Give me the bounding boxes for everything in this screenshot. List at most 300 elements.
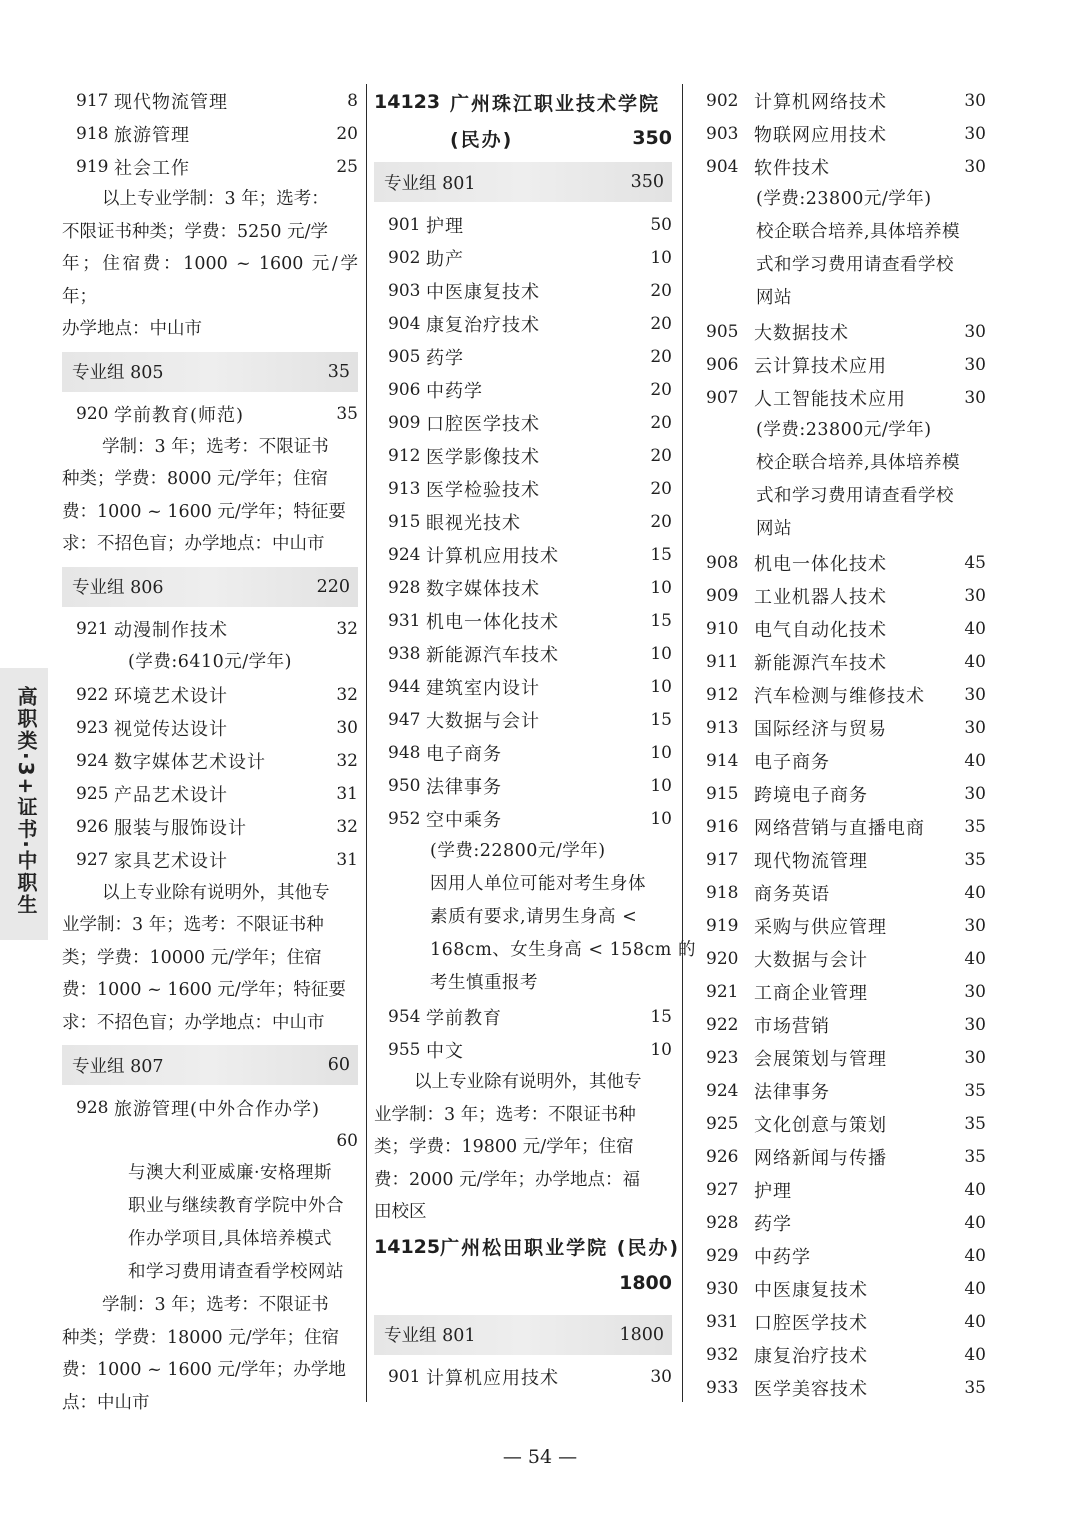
program-row bbox=[62, 84, 358, 117]
program-code: 955 bbox=[388, 1039, 421, 1060]
program-name: 大数据与会计 bbox=[426, 710, 540, 732]
program-quota: 10 bbox=[650, 676, 672, 697]
program-quota: 30 bbox=[964, 915, 986, 936]
program-row bbox=[700, 315, 986, 348]
program-name: 中药学 bbox=[426, 380, 483, 402]
program-name: 建筑室内设计 bbox=[426, 677, 540, 699]
program-quota: 40 bbox=[964, 1278, 986, 1299]
program-row bbox=[374, 307, 672, 340]
program-row bbox=[700, 546, 986, 579]
program-name: 数字媒体技术 bbox=[426, 578, 540, 600]
paragraph-line: 学制：3 年；选考：不限证书 bbox=[102, 436, 329, 457]
paragraph-line: 费：1000 ~ 1600 元/学年；办学地 bbox=[62, 1360, 346, 1380]
note-line: 式和学习费用请查看学校 bbox=[756, 486, 954, 506]
program-code: 915 bbox=[388, 511, 421, 532]
program-row bbox=[374, 472, 672, 505]
program-name: 大数据与会计 bbox=[754, 949, 868, 971]
group-name: 专业组 806 bbox=[72, 578, 164, 598]
program-code: 918 bbox=[76, 123, 109, 144]
program-name: 视觉传达设计 bbox=[114, 719, 228, 740]
program-name: 机电一体化技术 bbox=[426, 611, 559, 633]
program-code: 924 bbox=[706, 1080, 739, 1101]
program-quota: 40 bbox=[964, 651, 986, 672]
program-quota: 20 bbox=[650, 445, 672, 466]
program-name: 产品艺术设计 bbox=[114, 785, 228, 806]
program-quota: 20 bbox=[650, 412, 672, 433]
program-name: 中药学 bbox=[754, 1246, 811, 1268]
program-code: 906 bbox=[388, 379, 421, 400]
program-code: 904 bbox=[706, 156, 739, 177]
program-name: 医学影像技术 bbox=[426, 446, 540, 468]
program-name: 会展策划与管理 bbox=[754, 1048, 887, 1070]
program-name: 软件技术 bbox=[754, 157, 830, 179]
program-code: 909 bbox=[706, 585, 739, 606]
program-quota: 15 bbox=[650, 610, 672, 631]
program-name: 汽车检测与维修技术 bbox=[754, 685, 925, 707]
program-quota: 30 bbox=[964, 1014, 986, 1035]
program-row bbox=[62, 150, 358, 183]
program-row bbox=[700, 711, 986, 744]
institution-code: 14125 bbox=[374, 1235, 441, 1258]
program-row bbox=[374, 505, 672, 538]
program-name: 药学 bbox=[754, 1213, 792, 1235]
program-code: 914 bbox=[706, 750, 739, 771]
group-name: 专业组 801 bbox=[384, 1326, 476, 1346]
group-quota: 60 bbox=[327, 1055, 350, 1075]
program-quota: 40 bbox=[964, 948, 986, 969]
program-note bbox=[62, 1157, 358, 1289]
group-name: 专业组 801 bbox=[384, 173, 476, 194]
program-code: 925 bbox=[706, 1113, 739, 1134]
program-name: 旅游管理(中外合作办学) bbox=[114, 1098, 321, 1120]
note-line: 因用人单位可能对考生身体 bbox=[430, 874, 646, 894]
program-quota: 35 bbox=[964, 1080, 986, 1101]
program-code: 947 bbox=[388, 709, 421, 730]
program-quota: 15 bbox=[650, 544, 672, 565]
program-list bbox=[62, 84, 358, 183]
paragraph-line: 学制：3 年；选考：不限证书 bbox=[102, 1295, 329, 1315]
program-code: 909 bbox=[388, 412, 421, 433]
side-tab-label: 高职类·3+证书·中职生 bbox=[14, 686, 38, 916]
program-list bbox=[700, 315, 986, 414]
note-line: (学费:22800元/学年) bbox=[430, 841, 606, 861]
program-row bbox=[700, 1371, 986, 1404]
program-code: 917 bbox=[76, 90, 109, 111]
group-name: 专业组 805 bbox=[72, 363, 164, 383]
program-name: 护理 bbox=[426, 215, 464, 237]
program-row bbox=[374, 604, 672, 637]
program-row bbox=[374, 736, 672, 769]
program-name: 护理 bbox=[754, 1180, 792, 1202]
program-row bbox=[374, 340, 672, 373]
column-divider bbox=[682, 84, 683, 1402]
program-row bbox=[374, 670, 672, 703]
program-row bbox=[374, 373, 672, 406]
program-row bbox=[700, 1074, 986, 1107]
program-row bbox=[62, 844, 358, 877]
program-name: 空中乘务 bbox=[426, 809, 502, 831]
program-code: 905 bbox=[388, 346, 421, 367]
program-code: 954 bbox=[388, 1006, 421, 1027]
page-number: — 54 — bbox=[502, 1446, 578, 1468]
program-name: 中医康复技术 bbox=[426, 281, 540, 303]
group-quota: 220 bbox=[316, 576, 350, 597]
program-quota: 30 bbox=[336, 718, 358, 738]
program-name: 中医康复技术 bbox=[754, 1279, 868, 1301]
program-code: 921 bbox=[706, 981, 739, 1002]
program-list bbox=[374, 1000, 672, 1066]
note-line: 校企联合培养,具体培养模 bbox=[756, 453, 961, 473]
program-code: 913 bbox=[388, 478, 421, 499]
program-row bbox=[700, 381, 986, 414]
program-quota: 20 bbox=[650, 313, 672, 334]
program-note bbox=[700, 183, 986, 315]
program-quota: 30 bbox=[964, 684, 986, 705]
note-line: 作办学项目,具体培养模式 bbox=[128, 1229, 333, 1249]
program-row bbox=[700, 678, 986, 711]
program-name: 学前教育(师范) bbox=[114, 405, 245, 426]
program-name: 社会工作 bbox=[114, 157, 190, 179]
institution-code: 14123 bbox=[374, 91, 441, 113]
paragraph-line: 不限证书种类；学费：5250 元/学 bbox=[62, 221, 328, 242]
program-row bbox=[700, 876, 986, 909]
program-row bbox=[700, 1206, 986, 1239]
program-quota: 30 bbox=[964, 387, 986, 408]
program-row bbox=[700, 612, 986, 645]
program-row bbox=[700, 84, 986, 117]
program-code: 922 bbox=[76, 685, 109, 705]
institution-quota: 1800 bbox=[619, 1271, 672, 1294]
program-code: 944 bbox=[388, 676, 421, 697]
program-name: 物联网应用技术 bbox=[754, 124, 887, 146]
program-row bbox=[700, 1272, 986, 1305]
program-code: 931 bbox=[706, 1311, 739, 1332]
program-name: 新能源汽车技术 bbox=[426, 644, 559, 666]
program-quota: 30 bbox=[964, 783, 986, 804]
note-line: 网站 bbox=[756, 288, 792, 308]
program-quota: 30 bbox=[964, 123, 986, 144]
program-row bbox=[700, 150, 986, 183]
program-name: 医学检验技术 bbox=[426, 479, 540, 501]
group-header bbox=[374, 1315, 672, 1355]
paragraph-line: 求：不招色盲；办学地点：中山市 bbox=[62, 534, 325, 554]
program-quota-line bbox=[62, 1124, 358, 1157]
program-row bbox=[700, 777, 986, 810]
program-quota: 25 bbox=[336, 156, 358, 177]
program-name: 康复治疗技术 bbox=[754, 1345, 868, 1367]
group-note bbox=[374, 1066, 672, 1229]
program-row bbox=[700, 909, 986, 942]
program-name: 服装与服饰设计 bbox=[114, 818, 247, 839]
program-code: 912 bbox=[388, 445, 421, 466]
program-row bbox=[700, 1239, 986, 1272]
paragraph-line: 类；学费：10000 元/学年；住宿 bbox=[62, 947, 322, 968]
program-row bbox=[700, 942, 986, 975]
program-quota: 31 bbox=[336, 784, 358, 804]
program-name: 商务英语 bbox=[754, 883, 830, 905]
program-row bbox=[374, 703, 672, 736]
program-name: 大数据技术 bbox=[754, 322, 849, 344]
program-code: 910 bbox=[706, 618, 739, 639]
program-code: 929 bbox=[706, 1245, 739, 1266]
program-code: 927 bbox=[76, 850, 109, 870]
paragraph-line: 以上专业除有说明外，其他专 bbox=[102, 882, 330, 903]
program-code: 938 bbox=[388, 643, 421, 664]
program-row bbox=[374, 406, 672, 439]
program-row bbox=[374, 637, 672, 670]
program-quota: 30 bbox=[964, 585, 986, 606]
program-row bbox=[700, 975, 986, 1008]
group-name: 专业组 807 bbox=[72, 1056, 164, 1077]
program-quota: 10 bbox=[650, 577, 672, 598]
program-code: 905 bbox=[706, 321, 739, 342]
program-row bbox=[374, 802, 672, 835]
program-name: 跨境电子商务 bbox=[754, 784, 868, 806]
program-row bbox=[700, 1008, 986, 1041]
program-code: 903 bbox=[388, 280, 421, 301]
program-row bbox=[374, 571, 672, 604]
note-line: 式和学习费用请查看学校 bbox=[756, 255, 954, 275]
program-name: 动漫制作技术 bbox=[114, 620, 228, 641]
paragraph-line: 类；学费：19800 元/学年；住宿 bbox=[374, 1137, 634, 1157]
program-quota: 10 bbox=[650, 742, 672, 763]
institution-quota: 350 bbox=[632, 127, 672, 149]
program-code: 923 bbox=[706, 1047, 739, 1068]
institution-header-line2 bbox=[374, 120, 672, 156]
note-line: 与澳大利亚威廉·安格理斯 bbox=[128, 1163, 333, 1183]
program-name: 工业机器人技术 bbox=[754, 586, 887, 608]
paragraph-line: 年；住宿费：1000 ~ 1600 元/学年； bbox=[62, 254, 358, 307]
program-code: 915 bbox=[706, 783, 739, 804]
program-name: 云计算技术应用 bbox=[754, 355, 887, 377]
institution-name: 广州珠江职业技术学院 bbox=[450, 92, 661, 115]
note-line: 168cm、女生身高 < 158cm 的 bbox=[430, 940, 696, 960]
program-quota: 40 bbox=[964, 1212, 986, 1233]
program-quota: 32 bbox=[336, 619, 358, 639]
program-row bbox=[700, 744, 986, 777]
program-row bbox=[62, 811, 358, 844]
program-code: 930 bbox=[706, 1278, 739, 1299]
program-quota: 20 bbox=[650, 346, 672, 367]
program-name: 助产 bbox=[426, 248, 464, 270]
program-name: 旅游管理 bbox=[114, 124, 190, 146]
program-name: 网络营销与直播电商 bbox=[754, 817, 925, 839]
paragraph-line: 以上专业除有说明外，其他专 bbox=[414, 1072, 642, 1092]
program-code: 927 bbox=[706, 1179, 739, 1200]
program-list bbox=[700, 546, 986, 1404]
program-code: 904 bbox=[388, 313, 421, 334]
program-name: 医学美容技术 bbox=[754, 1378, 868, 1400]
program-quota: 35 bbox=[964, 1377, 986, 1398]
program-quota: 20 bbox=[650, 280, 672, 301]
program-row bbox=[700, 1140, 986, 1173]
program-name: 电气自动化技术 bbox=[754, 619, 887, 641]
program-row bbox=[62, 1091, 358, 1124]
column-2 bbox=[374, 84, 696, 1394]
note-line: 素质有要求,请男生身高 < bbox=[430, 907, 638, 927]
program-name: 计算机网络技术 bbox=[754, 91, 887, 113]
program-note bbox=[700, 414, 986, 546]
program-code: 932 bbox=[706, 1344, 739, 1365]
note-line: 和学习费用请查看学校网站 bbox=[128, 1262, 344, 1282]
program-row bbox=[62, 778, 358, 811]
program-row bbox=[700, 1107, 986, 1140]
program-row bbox=[374, 1000, 672, 1033]
program-quota: 45 bbox=[964, 552, 986, 573]
program-code: 926 bbox=[76, 817, 109, 837]
program-name: 现代物流管理 bbox=[114, 91, 228, 113]
note-line: (学费:23800元/学年) bbox=[756, 189, 932, 209]
institution-name: 广州松田职业学院 (民办) bbox=[440, 1237, 681, 1259]
program-quota: 20 bbox=[336, 123, 358, 144]
program-row bbox=[374, 1361, 672, 1394]
program-row bbox=[700, 1338, 986, 1371]
program-row bbox=[700, 1305, 986, 1338]
group-header bbox=[62, 352, 358, 392]
program-quota: 30 bbox=[964, 156, 986, 177]
program-code: 924 bbox=[388, 544, 421, 565]
program-quota: 10 bbox=[650, 247, 672, 268]
program-code: 925 bbox=[76, 784, 109, 804]
program-quota: 20 bbox=[650, 379, 672, 400]
group-note bbox=[62, 1289, 358, 1419]
program-code: 924 bbox=[76, 751, 109, 771]
program-note bbox=[374, 835, 696, 1000]
paragraph-line: 办学地点：中山市 bbox=[62, 319, 202, 339]
program-name: 市场营销 bbox=[754, 1015, 830, 1037]
program-name: 中文 bbox=[426, 1040, 464, 1062]
program-name: 学前教育 bbox=[426, 1007, 502, 1029]
program-quota: 40 bbox=[964, 1311, 986, 1332]
side-tab bbox=[0, 668, 48, 940]
program-row bbox=[62, 398, 358, 431]
note-line: (学费:23800元/学年) bbox=[756, 420, 932, 440]
group-header bbox=[62, 1045, 358, 1085]
program-quota: 32 bbox=[336, 751, 358, 771]
column-3 bbox=[700, 84, 986, 1404]
program-quota: 31 bbox=[336, 850, 358, 870]
program-code: 931 bbox=[388, 610, 421, 631]
program-code: 952 bbox=[388, 808, 421, 829]
column-1 bbox=[62, 84, 358, 1419]
program-code: 907 bbox=[706, 387, 739, 408]
program-code: 950 bbox=[388, 775, 421, 796]
group-quota: 35 bbox=[327, 361, 350, 382]
program-row bbox=[374, 208, 672, 241]
program-code: 901 bbox=[388, 1367, 421, 1387]
program-code: 926 bbox=[706, 1146, 739, 1167]
institution-type: (民办) bbox=[450, 128, 514, 151]
program-name: 法律事务 bbox=[754, 1081, 830, 1103]
program-name: 眼视光技术 bbox=[426, 512, 521, 534]
program-quota: 10 bbox=[650, 808, 672, 829]
program-code: 908 bbox=[706, 552, 739, 573]
program-name: 法律事务 bbox=[426, 776, 502, 798]
program-quota: 30 bbox=[964, 321, 986, 342]
program-quota: 35 bbox=[964, 816, 986, 837]
program-name: 数字媒体艺术设计 bbox=[114, 752, 266, 773]
paragraph-line: 费：1000 ~ 1600 元/学年；特征要 bbox=[62, 501, 346, 522]
group-header bbox=[62, 567, 358, 607]
program-code: 919 bbox=[76, 156, 109, 177]
group-quota: 1800 bbox=[619, 1324, 664, 1345]
program-quota: 10 bbox=[650, 775, 672, 796]
program-name: 采购与供应管理 bbox=[754, 916, 887, 938]
program-row bbox=[700, 579, 986, 612]
program-row bbox=[374, 241, 672, 274]
program-code: 918 bbox=[706, 882, 739, 903]
program-row bbox=[700, 645, 986, 678]
program-name: 机电一体化技术 bbox=[754, 553, 887, 575]
program-row bbox=[700, 1173, 986, 1206]
program-name: 计算机应用技术 bbox=[426, 1368, 559, 1389]
program-row bbox=[374, 439, 672, 472]
program-row bbox=[700, 117, 986, 150]
program-name: 电子商务 bbox=[426, 743, 502, 765]
program-quota: 40 bbox=[964, 1179, 986, 1200]
program-name: 电子商务 bbox=[754, 751, 830, 773]
program-quota: 32 bbox=[336, 685, 358, 705]
paragraph-line: 以上专业学制：3 年；选考： bbox=[102, 189, 329, 209]
program-name: 计算机应用技术 bbox=[426, 545, 559, 567]
program-code: 921 bbox=[76, 619, 109, 639]
program-row bbox=[374, 769, 672, 802]
program-code: 917 bbox=[706, 849, 739, 870]
program-name: 新能源汽车技术 bbox=[754, 652, 887, 674]
program-name: 家具艺术设计 bbox=[114, 851, 228, 872]
program-quota: 20 bbox=[650, 511, 672, 532]
program-code: 922 bbox=[706, 1014, 739, 1035]
program-code: 902 bbox=[388, 247, 421, 268]
paragraph-line: 种类；学费：18000 元/学年；住宿 bbox=[62, 1327, 340, 1348]
program-code: 902 bbox=[706, 90, 739, 111]
program-code: 911 bbox=[706, 651, 739, 672]
program-row bbox=[700, 843, 986, 876]
column-divider bbox=[366, 84, 367, 1402]
program-row bbox=[62, 745, 358, 778]
program-quota: 40 bbox=[964, 1344, 986, 1365]
program-name: 康复治疗技术 bbox=[426, 314, 540, 336]
program-row bbox=[700, 1041, 986, 1074]
program-code: 912 bbox=[706, 684, 739, 705]
program-row bbox=[62, 712, 358, 745]
program-quota: 60 bbox=[336, 1130, 358, 1151]
paragraph-line: 种类；学费：8000 元/学年；住宿 bbox=[62, 469, 328, 489]
program-code: 916 bbox=[706, 816, 739, 837]
program-quota: 35 bbox=[964, 849, 986, 870]
program-code: 919 bbox=[706, 915, 739, 936]
program-quota: 15 bbox=[650, 709, 672, 730]
program-row bbox=[700, 348, 986, 381]
group-header bbox=[374, 162, 672, 202]
program-quota: 30 bbox=[964, 717, 986, 738]
program-quota: 8 bbox=[347, 90, 358, 111]
paragraph-line: 点：中山市 bbox=[62, 1392, 150, 1413]
note-line: 校企联合培养,具体培养模 bbox=[756, 222, 961, 242]
program-row bbox=[374, 1033, 672, 1066]
paragraph-line: 求：不招色盲；办学地点：中山市 bbox=[62, 1012, 325, 1033]
program-code: 906 bbox=[706, 354, 739, 375]
program-quota: 40 bbox=[964, 1245, 986, 1266]
program-code: 920 bbox=[76, 404, 109, 424]
program-quota: 40 bbox=[964, 618, 986, 639]
program-quota: 32 bbox=[336, 817, 358, 837]
paragraph-line: 田校区 bbox=[374, 1202, 427, 1222]
program-quota: 10 bbox=[650, 1039, 672, 1060]
program-row bbox=[62, 679, 358, 712]
group-quota: 350 bbox=[630, 172, 664, 192]
group-note bbox=[62, 431, 358, 561]
